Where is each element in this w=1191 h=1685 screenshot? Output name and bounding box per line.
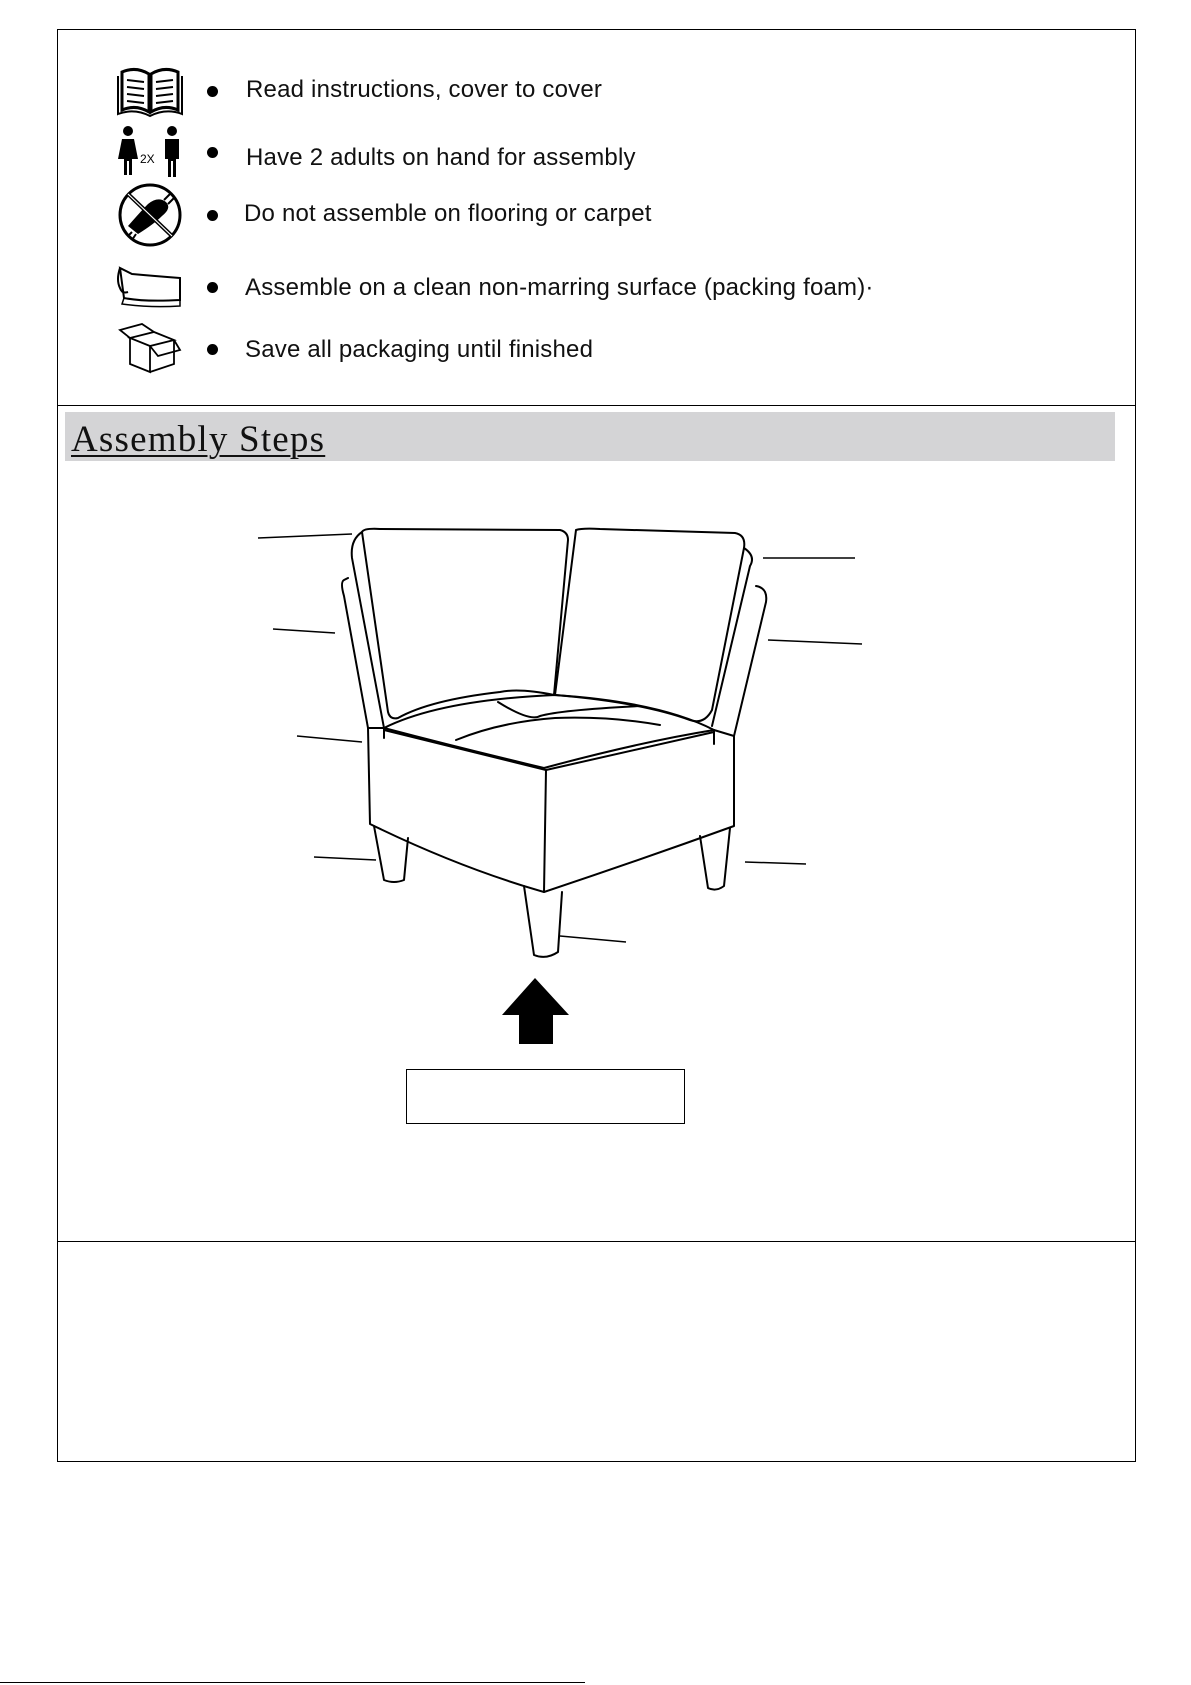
instruction-item bbox=[110, 320, 1010, 376]
instruction-item bbox=[110, 188, 1010, 244]
instruction-item bbox=[110, 62, 1010, 118]
instruction-text: Read instructions, cover to cover bbox=[246, 76, 603, 103]
section-divider bbox=[57, 1241, 1136, 1242]
section-title: Assembly Steps bbox=[71, 419, 326, 460]
box-icon bbox=[114, 320, 186, 376]
instruction-text: Save all packaging until finished bbox=[245, 336, 594, 363]
footer-rule bbox=[0, 1682, 585, 1683]
bullet bbox=[207, 86, 218, 97]
bullet bbox=[207, 282, 218, 293]
two-adults-icon bbox=[114, 125, 186, 181]
section-divider bbox=[57, 405, 1136, 406]
instruction-item bbox=[110, 258, 1010, 314]
instruction-text: Assemble on a clean non-marring surface (packing foam)· bbox=[245, 274, 874, 301]
instruction-text: Have 2 adults on hand for assembly bbox=[246, 144, 636, 171]
instruction-text: Do not assemble on flooring or carpet bbox=[244, 200, 652, 227]
bullet bbox=[207, 147, 218, 158]
two-x-label: 2X bbox=[140, 152, 155, 166]
section-header-bar bbox=[65, 412, 1115, 461]
bullet bbox=[207, 344, 218, 355]
part-label-box bbox=[406, 1069, 685, 1124]
open-book-icon bbox=[114, 62, 186, 118]
foam-sheet-icon bbox=[114, 258, 186, 314]
no-carpet-icon bbox=[114, 188, 186, 244]
instruction-item bbox=[110, 125, 1010, 181]
bullet bbox=[207, 210, 218, 221]
